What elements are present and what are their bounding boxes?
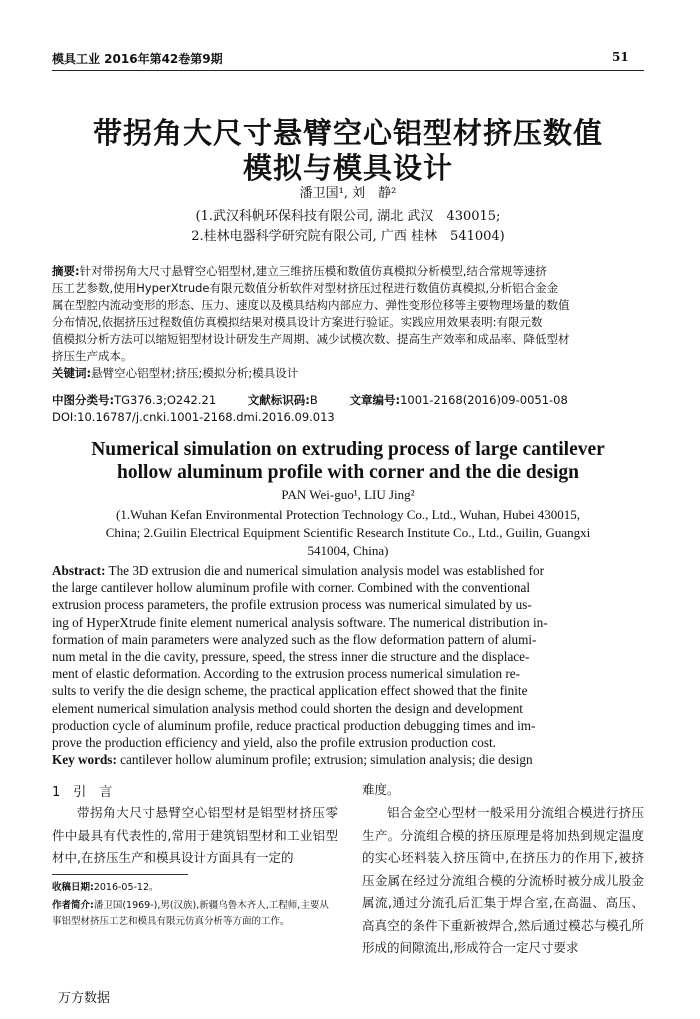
title-en-line1: Numerical simulation on extruding process of large cantilever bbox=[91, 439, 605, 460]
abstract-en-line: the large cantilever hollow aluminum profile with corner. Combined with the conventional bbox=[52, 580, 531, 596]
affiliation-zh-line1: (1.武汉科帆环保科技有限公司, 湖北 武汉 430015; bbox=[195, 209, 501, 224]
abstract-zh-line: 针对带拐角大尺寸悬臂空心铝型材,建立三维挤压模和数值仿真模拟分析模型,结合常规等速挤 bbox=[79, 264, 547, 278]
classification-line bbox=[52, 392, 644, 408]
affiliation-zh-line2: 2.桂林电器科学研究院有限公司, 广西 桂林 541004) bbox=[191, 229, 505, 244]
abstract-en-line: num metal in the die cavity, pressure, speed, the stress inner die structure and the displace- bbox=[52, 649, 530, 665]
affiliation-en-line3: 541004, China) bbox=[307, 543, 389, 558]
doc-code-label: 文献标识码: bbox=[247, 393, 310, 407]
authors-zh: 潘卫国¹, 刘 静² bbox=[299, 186, 397, 201]
abstract-zh-label: 摘要: bbox=[52, 264, 80, 278]
clc-value: TG376.3;O242.21 bbox=[114, 393, 217, 407]
watermark: 万方数据 bbox=[58, 991, 111, 1006]
abstract-zh-line: 属在型腔内流动变形的形态、压力、速度以及模具结构内部应力、弹性变形位移等主要物理场量的数值 bbox=[52, 298, 570, 312]
journal-header: 模具工业 2016年第42卷第9期 bbox=[52, 52, 223, 66]
abstract-en-line: element numerical simulation analysis method could shorten the design and development bbox=[52, 700, 523, 716]
abstract-en-line: ment of elastic deformation. According to the extrusion process numerical simulation re- bbox=[52, 666, 521, 682]
article-no-label: 文章编号: bbox=[349, 393, 401, 407]
keywords-zh-label: 关键词: bbox=[52, 366, 92, 380]
abstract-zh bbox=[52, 263, 644, 382]
page-number: 51 bbox=[612, 50, 629, 64]
abstract-en-line: The 3D extrusion die and numerical simulation analysis model was established for bbox=[108, 563, 544, 578]
abstract-zh-line: 分布情况,依据挤压过程数值仿真模拟结果对模具设计方案进行验证。实践应用效果表明:有限元数 bbox=[52, 315, 543, 329]
author-bio-label: 作者简介: bbox=[52, 900, 94, 911]
abstract-zh-line: 压工艺参数,使用HyperXtrude有限元数值分析软件对型材挤压过程进行数值仿真模拟,分析铝合金金 bbox=[52, 281, 559, 295]
received-label: 收稿日期: bbox=[52, 882, 94, 893]
abstract-zh-line: 值模拟分析方法可以缩短铝型材设计研发生产周期、减少试模次数、提高生产效率和成品率、降低型材 bbox=[52, 332, 570, 346]
keywords-zh-text: 悬臂空心铝型材;挤压;模拟分析;模具设计 bbox=[91, 366, 299, 380]
title-en-line2: hollow aluminum profile with corner and the die design bbox=[117, 462, 579, 483]
title-zh-line1: 带拐角大尺寸悬臂空心铝型材挤压数值 bbox=[92, 116, 603, 150]
footnote-author bbox=[52, 898, 338, 929]
authors-en: PAN Wei-guo¹, LIU Jing² bbox=[281, 487, 415, 502]
abstract-en-line: formation of main parameters were analyzed such as the flow deformation pattern of alumi- bbox=[52, 631, 537, 647]
footnote-received bbox=[52, 880, 338, 896]
abstract-en-line: extrusion process parameters, the profile extrusion process was numerical simulated by us- bbox=[52, 597, 532, 613]
abstract-en bbox=[52, 562, 644, 768]
affiliation-en-line1: (1.Wuhan Kefan Environmental Protection Technology Co., Ltd., Wuhan, Hubei 430015, bbox=[115, 507, 581, 522]
abstract-en-line: ing of HyperXtrude finite element numerical analysis software. The numerical distribution in- bbox=[52, 614, 548, 630]
header-rule bbox=[52, 70, 644, 71]
keywords-zh bbox=[52, 365, 644, 382]
received-value: 2016-05-12。 bbox=[93, 882, 159, 893]
abstract-en-line: sults to verify the die design scheme, the practical application effect showed that the finite bbox=[52, 683, 528, 699]
keywords-en-label: Key words: bbox=[52, 752, 117, 768]
keywords-en-text: cantilever hollow aluminum profile; extrusion; simulation analysis; die design bbox=[120, 752, 533, 768]
abstract-zh-line: 挤压生产成本。 bbox=[52, 349, 133, 363]
article-no-value: 1001-2168(2016)09-0051-08 bbox=[400, 393, 568, 407]
abstract-en-line: production cycle of aluminum profile, reduce practical production debugging times and im- bbox=[52, 717, 536, 733]
body-right-p1: 难度。 bbox=[362, 782, 400, 797]
body-left-column: 带拐角大尺寸悬臂空心铝型材是铝型材挤压零件中最具有代表性的,常用于建筑铝型材和工业铝型材中,在挤压生产和模具设计方面具有一定的 bbox=[52, 805, 338, 865]
doi: DOI:10.16787/j.cnki.1001-2168.dmi.2016.09.013 bbox=[52, 410, 335, 424]
affiliation-en-line2: China; 2.Guilin Electrical Equipment Scientific Research Institute Co., Ltd., Guilin, Guangxi bbox=[105, 525, 591, 540]
author-bio-text: 潘卫国(1969-),男(汉族),新疆乌鲁木齐人,工程师,主要从事铝型材挤压工艺和模具有限元仿真分析等方面的工作。 bbox=[52, 900, 329, 927]
section-heading: 1 引 言 bbox=[52, 785, 113, 800]
clc-label: 中图分类号: bbox=[52, 393, 115, 407]
abstract-en-line: prove the production efficiency and yield, also the profile extrusion production cost. bbox=[52, 735, 496, 751]
keywords-en bbox=[52, 751, 644, 768]
footnote-rule bbox=[52, 874, 188, 875]
doc-code-value: B bbox=[309, 393, 318, 407]
body-right-p2: 铝合金空心型材一般采用分流组合模进行挤压生产。分流组合模的挤压原理是将加热到规定温度的实心坯料装入挤压筒中,在挤压力的作用下,被挤压金属在经过分流组合模的分流桥时被分成儿股金属流,通过分流孔后汇集于焊合室,在高温、高压、高真空的条件下重新被焊合,然后通过模芯与模孔所形成的间隙流出,形成符合一定尺寸要求 bbox=[362, 805, 644, 955]
title-zh-line2: 模拟与模具设计 bbox=[242, 151, 453, 185]
abstract-en-label: Abstract: bbox=[52, 563, 106, 578]
